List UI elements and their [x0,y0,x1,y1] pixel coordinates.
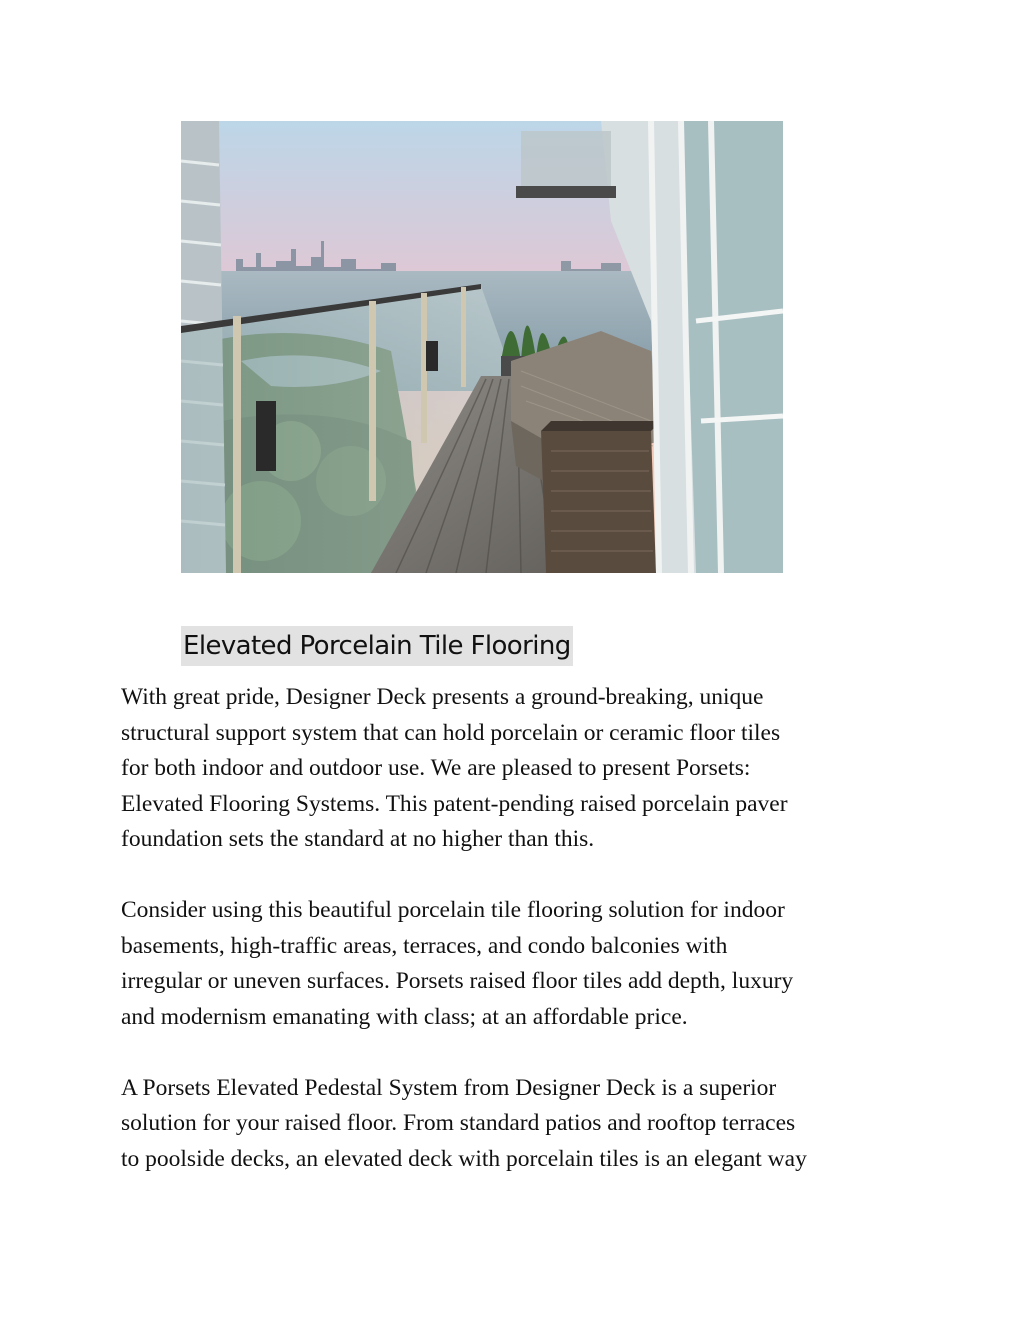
text-line: basements, high-traffic areas, terraces, and condo balconies with [121,932,728,959]
text-line: solution for your raised floor. From standard patios and rooftop terraces [121,1110,796,1136]
text-line: to poolside decks, an elevated deck with porcelain tiles is an elegant way [121,1145,807,1172]
text-line: A Porsets Elevated Pedestal System from Designer Deck is a superior [121,1074,777,1101]
balcony-photo [181,121,783,573]
text-line: irregular or uneven surfaces. Porsets raised floor tiles add depth, luxury [121,968,794,994]
paragraph-1 [121,680,921,858]
text-line: and modernism emanating with class; at an affordable price. [121,1003,688,1030]
text-line: foundation sets the standard at no higher than this. [121,826,595,852]
text-line: for both indoor and outdoor use. We are pleased to present Porsets: [121,755,751,781]
text-line: Consider using this beautiful porcelain tile flooring solution for indoor [121,897,785,923]
paragraph-2 [121,893,921,1035]
text-line: With great pride, Designer Deck presents a ground-breaking, unique [121,684,764,710]
text-line: structural support system that can hold porcelain or ceramic floor tiles [121,719,781,746]
paragraph-3 [121,1071,921,1178]
section-heading: Elevated Porcelain Tile Flooring [181,626,573,666]
text-line: Elevated Flooring Systems. This patent-pending raised porcelain paver [121,790,788,817]
article-body [121,680,921,1213]
